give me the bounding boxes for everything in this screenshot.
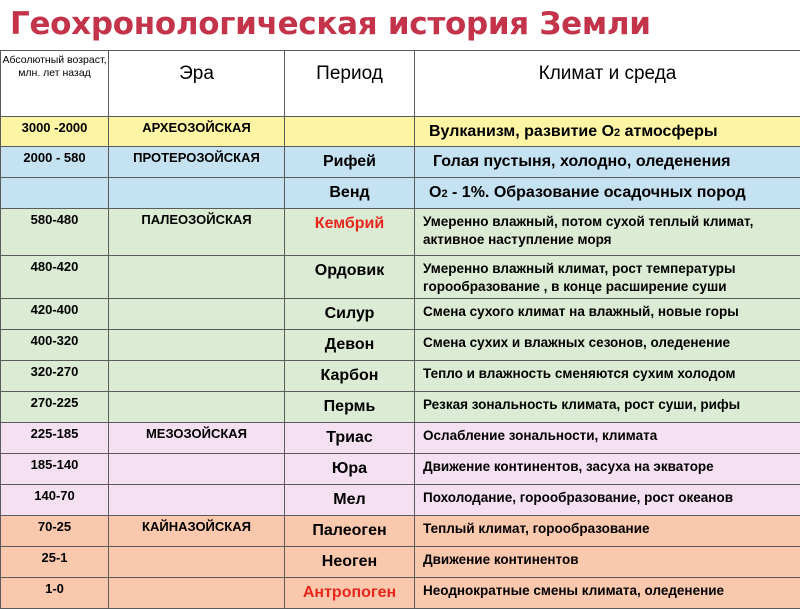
age-cell: 185-140	[1, 454, 109, 485]
period-cell: Юра	[285, 454, 415, 485]
table-row	[1, 330, 800, 361]
period-cell: Неоген	[285, 547, 415, 578]
table-row	[1, 209, 800, 256]
climate-cell: Смена сухого климат на влажный, новые горы	[415, 299, 800, 330]
table-row	[1, 147, 800, 178]
age-cell: 3000 -2000	[1, 117, 109, 147]
header-climate: Климат и среда	[415, 51, 800, 117]
header-period: Период	[285, 51, 415, 117]
era-cell	[109, 578, 285, 609]
period-cell: Ордовик	[285, 256, 415, 299]
header-row	[1, 51, 800, 117]
table-row	[1, 256, 800, 299]
era-cell: МЕЗОЗОЙСКАЯ	[109, 423, 285, 454]
geochronology-table	[0, 50, 800, 609]
table-row	[1, 392, 800, 423]
table-row	[1, 547, 800, 578]
era-cell: ПРОТЕРОЗОЙСКАЯ	[109, 147, 285, 178]
climate-cell: Ослабление зональности, климата	[415, 423, 800, 454]
climate-cell: О2 - 1%. Образование осадочных пород	[415, 178, 800, 209]
climate-cell: Умеренно влажный, потом сухой теплый климат, активное наступление моря	[415, 209, 800, 256]
age-cell: 2000 - 580	[1, 147, 109, 178]
climate-cell: Теплый климат, горообразование	[415, 516, 800, 547]
header-era: Эра	[109, 51, 285, 117]
period-cell: Кембрий	[285, 209, 415, 256]
climate-cell: Неоднократные смены климата, оледенение	[415, 578, 800, 609]
climate-cell: Тепло и влажность сменяются сухим холодом	[415, 361, 800, 392]
age-cell: 270-225	[1, 392, 109, 423]
climate-cell: Похолодание, горообразование, рост океанов	[415, 485, 800, 516]
table-row	[1, 516, 800, 547]
age-cell: 580-480	[1, 209, 109, 256]
age-cell: 1-0	[1, 578, 109, 609]
table-row	[1, 578, 800, 609]
era-cell	[109, 392, 285, 423]
age-cell: 480-420	[1, 256, 109, 299]
table-row	[1, 299, 800, 330]
period-cell: Силур	[285, 299, 415, 330]
period-cell: Карбон	[285, 361, 415, 392]
era-cell	[109, 547, 285, 578]
age-cell: 320-270	[1, 361, 109, 392]
era-cell	[109, 454, 285, 485]
climate-cell: Умеренно влажный климат, рост температуры горообразование , в конце расширение суши	[415, 256, 800, 299]
era-cell	[109, 299, 285, 330]
age-cell: 70-25	[1, 516, 109, 547]
table-row	[1, 485, 800, 516]
era-cell: АРХЕОЗОЙСКАЯ	[109, 117, 285, 147]
era-cell	[109, 330, 285, 361]
era-cell	[109, 178, 285, 209]
climate-cell: Вулканизм, развитие О2 атмосферы	[415, 117, 800, 147]
table-row	[1, 178, 800, 209]
table-row	[1, 423, 800, 454]
table-row	[1, 117, 800, 147]
period-cell	[285, 117, 415, 147]
header-age: Абсолютный возраст, млн. лет назад	[1, 51, 109, 117]
climate-cell: Смена сухих и влажных сезонов, оледенение	[415, 330, 800, 361]
period-cell: Мел	[285, 485, 415, 516]
age-cell	[1, 178, 109, 209]
climate-cell: Движение континентов	[415, 547, 800, 578]
climate-cell: Движение континентов, засуха на экваторе	[415, 454, 800, 485]
period-cell: Пермь	[285, 392, 415, 423]
age-cell: 420-400	[1, 299, 109, 330]
period-cell: Антропоген	[285, 578, 415, 609]
period-cell: Рифей	[285, 147, 415, 178]
era-cell: ПАЛЕОЗОЙСКАЯ	[109, 209, 285, 256]
period-cell: Девон	[285, 330, 415, 361]
table-row	[1, 454, 800, 485]
climate-cell: Голая пустыня, холодно, оледенения	[415, 147, 800, 178]
age-cell: 400-320	[1, 330, 109, 361]
table-row	[1, 361, 800, 392]
era-cell: КАЙНАЗОЙСКАЯ	[109, 516, 285, 547]
age-cell: 25-1	[1, 547, 109, 578]
period-cell: Венд	[285, 178, 415, 209]
era-cell	[109, 256, 285, 299]
age-cell: 140-70	[1, 485, 109, 516]
page-title: Геохронологическая история Земли	[10, 6, 651, 42]
period-cell: Палеоген	[285, 516, 415, 547]
era-cell	[109, 485, 285, 516]
age-cell: 225-185	[1, 423, 109, 454]
era-cell	[109, 361, 285, 392]
period-cell: Триас	[285, 423, 415, 454]
climate-cell: Резкая зональность климата, рост суши, рифы	[415, 392, 800, 423]
